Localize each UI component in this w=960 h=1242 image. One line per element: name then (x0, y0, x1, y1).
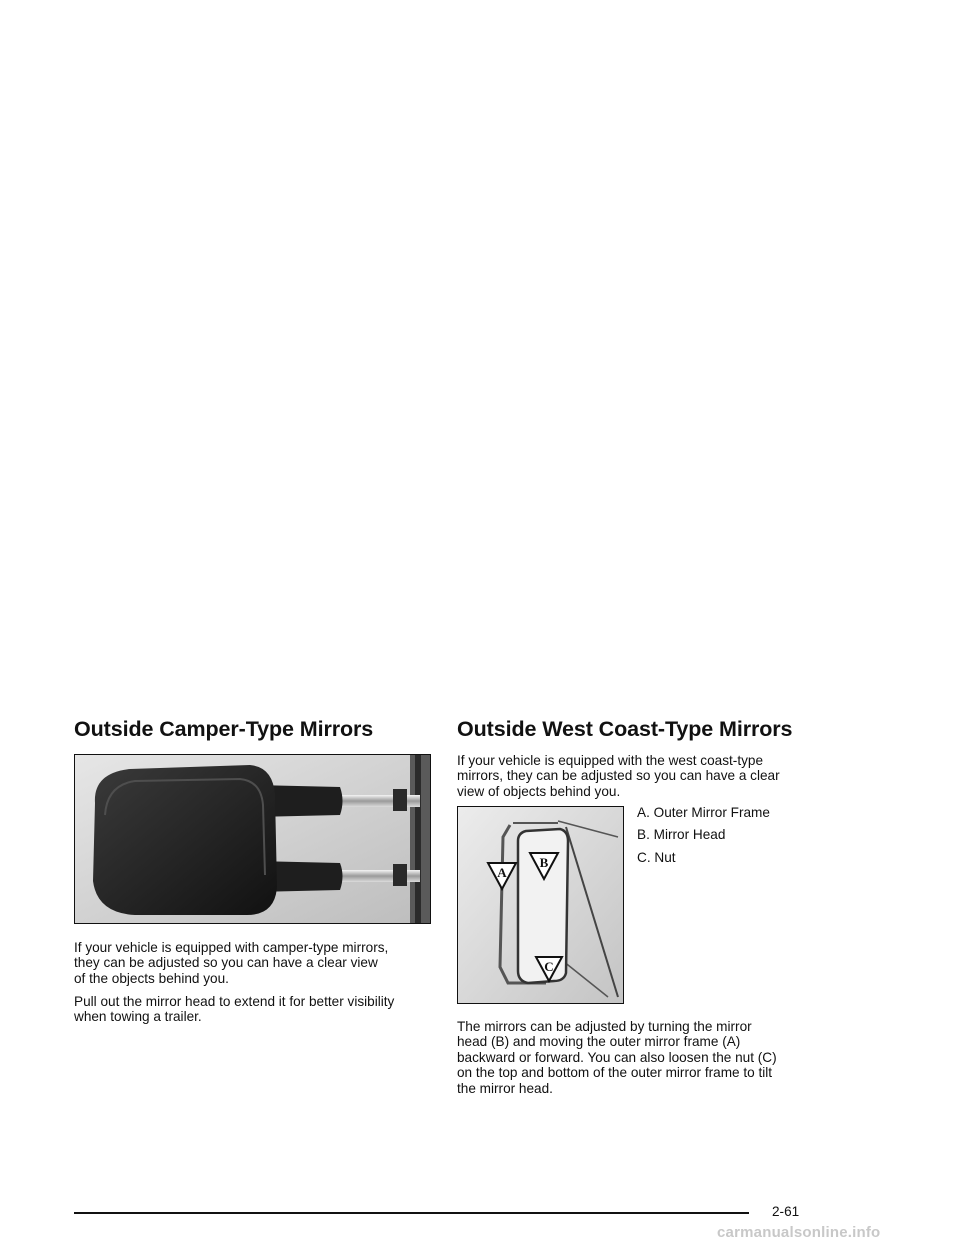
west-coast-mirror-diagram (457, 806, 624, 1004)
watermark: carmanualsonline.info (717, 1224, 881, 1241)
west-coast-mirror-legend (637, 805, 770, 872)
callout-b-label: B (539, 855, 549, 870)
legend-item-outer-mirror-frame: A. Outer Mirror Frame (637, 805, 770, 820)
callout-c-label: C (544, 959, 554, 974)
camper-mirror-description: If your vehicle is equipped with camper-type mirrors, they can be adjusted so you can have a clear view of the objects behind you. (74, 940, 389, 986)
camper-mirror-extend-instructions: Pull out the mirror head to extend it for better visibility when towing a trailer. (74, 994, 395, 1025)
heading-camper-mirrors: Outside Camper-Type Mirrors (74, 717, 374, 741)
camper-mirror-illustration (75, 755, 430, 923)
legend-item-mirror-head: B. Mirror Head (637, 827, 726, 843)
west-coast-mirror-intro: If your vehicle is equipped with the west coast-type mirrors, they can be adjusted so you can have a clear view of objects behind you. (457, 753, 780, 799)
page-number: 2-61 (772, 1204, 800, 1219)
footer-rule (74, 1212, 749, 1214)
callout-a-label: A (497, 865, 507, 880)
heading-west-coast-mirrors: Outside West Coast-Type Mirrors (457, 717, 793, 741)
west-coast-mirror-adjustment-text: The mirrors can be adjusted by turning the mirror head (B) and moving the outer mirror frame (A) backward or forward. You can also loosen the nut (C) on the top and bottom of the outer mirror frame to tilt the mirror head. (457, 1019, 777, 1096)
camper-mirror-photo (74, 754, 431, 924)
legend-item-nut: C. Nut (637, 849, 676, 865)
west-coast-mirror-illustration (458, 807, 623, 1003)
